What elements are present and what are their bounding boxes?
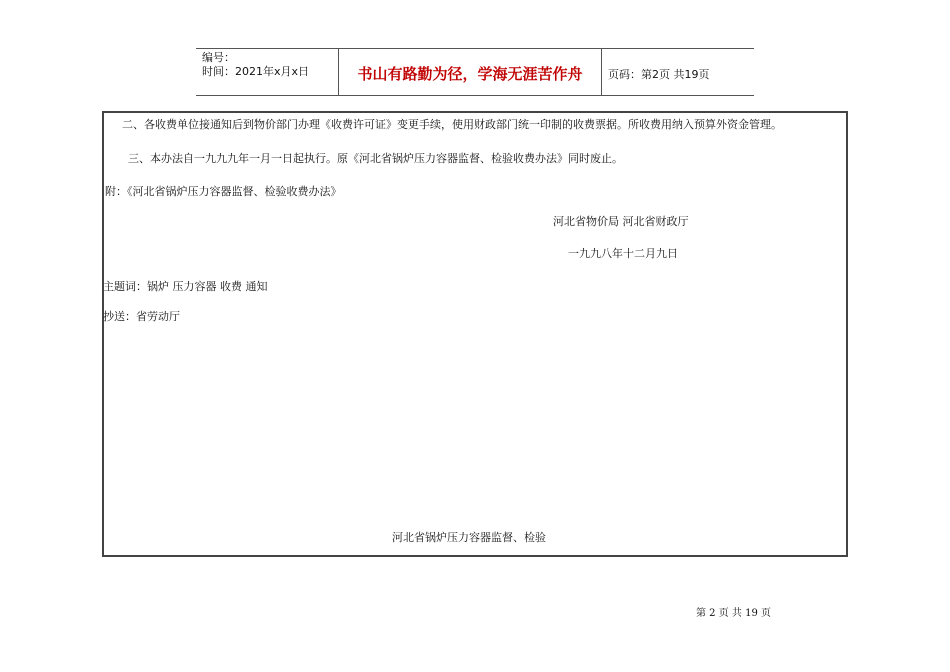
header-page-info: 页码：第2页 共19页 <box>608 68 710 81</box>
attachment-line: 附：《河北省锅炉压力容器监督、检验收费办法》 <box>105 185 342 198</box>
bottom-title: 河北省锅炉压力容器监督、检验 <box>392 531 546 544</box>
document-body-box <box>102 111 848 557</box>
issuers: 河北省物价局 河北省财政厅 <box>553 215 689 228</box>
number-label: 编号： <box>202 51 235 64</box>
keywords-line: 主题词：锅炉 压力容器 收费 通知 <box>103 280 268 293</box>
cc-line: 抄送：省劳动厅 <box>103 310 180 323</box>
header-meta <box>202 51 309 79</box>
time-label: 时间：2021年x月x日 <box>202 65 310 78</box>
paragraph-2: 二、各收费单位接通知后到物价部门办理《收费许可证》变更手续，使用财政部门统一印制的收费票据。所收费用纳入预算外资金管理。 <box>122 118 782 131</box>
header-motto: 书山有路勤为径，学海无涯苦作舟 <box>357 65 583 83</box>
footer-page-info: 第 2 页 共 19 页 <box>696 608 771 619</box>
paragraph-3: 三、本办法自一九九九年一月一日起执行。原《河北省锅炉压力容器监督、检验收费办法》同时废止。 <box>128 152 623 165</box>
issue-date: 一九九八年十二月九日 <box>568 247 678 260</box>
page-header <box>196 48 754 96</box>
header-divider <box>601 49 602 96</box>
